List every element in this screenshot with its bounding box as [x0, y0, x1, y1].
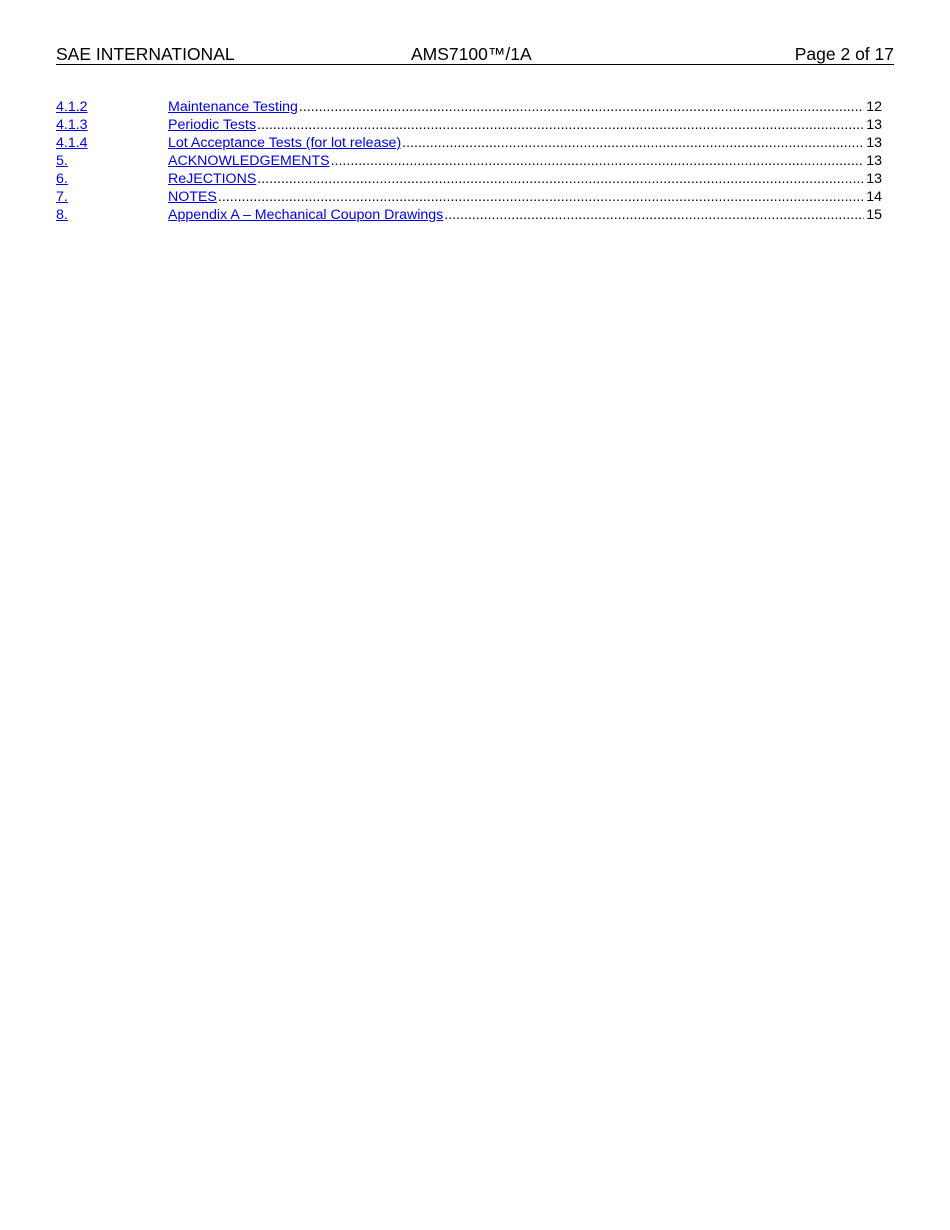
- toc-page-number: 13: [866, 153, 882, 169]
- toc-title-link[interactable]: Appendix A – Mechanical Coupon Drawings: [168, 207, 444, 223]
- toc-number-link[interactable]: 4.1.4: [56, 135, 88, 151]
- toc-number-link[interactable]: 5.: [56, 153, 68, 169]
- toc-leader-dots: [402, 134, 864, 152]
- toc-leader-dots: [218, 188, 864, 206]
- toc-entry-5: [56, 152, 882, 170]
- toc-number-link[interactable]: 8.: [56, 207, 68, 223]
- toc-number-link[interactable]: 7.: [56, 189, 68, 205]
- toc-title-link[interactable]: Lot Acceptance Tests (for lot release): [168, 135, 402, 151]
- toc-leader-dots: [444, 206, 864, 224]
- header-organization: SAE INTERNATIONAL: [56, 44, 235, 64]
- toc-entry-4-1-3: [56, 116, 882, 134]
- toc-entry-7: [56, 188, 882, 206]
- toc-page-number: 14: [866, 189, 882, 205]
- toc-entry-4-1-2: [56, 98, 882, 116]
- toc-entry-6: [56, 170, 882, 188]
- toc-page-number: 13: [866, 171, 882, 187]
- toc-title-link[interactable]: NOTES: [168, 189, 217, 205]
- toc-number-link[interactable]: 6.: [56, 171, 68, 187]
- toc-entry-8: [56, 206, 882, 224]
- toc-page-number: 13: [866, 135, 882, 151]
- toc-page-number: 13: [866, 117, 882, 133]
- toc-title-link[interactable]: Maintenance Testing: [168, 99, 298, 115]
- toc-leader-dots: [257, 170, 864, 188]
- toc-leader-dots: [257, 116, 864, 134]
- toc-entry-4-1-4: [56, 134, 882, 152]
- toc-title-link[interactable]: ACKNOWLEDGEMENTS: [168, 153, 330, 169]
- toc-page-number: 12: [866, 99, 882, 115]
- toc-number-link[interactable]: 4.1.3: [56, 117, 88, 133]
- toc-leader-dots: [331, 152, 865, 170]
- page-header: [56, 44, 894, 65]
- header-document-id: AMS7100™/1A: [411, 44, 532, 64]
- toc-title-link[interactable]: ReJECTIONS: [168, 171, 257, 187]
- toc-leader-dots: [299, 98, 864, 116]
- toc-page-number: 15: [866, 207, 882, 223]
- toc-number-link[interactable]: 4.1.2: [56, 99, 88, 115]
- table-of-contents: [56, 98, 882, 224]
- header-page-number: Page 2 of 17: [794, 44, 894, 64]
- toc-title-link[interactable]: Periodic Tests: [168, 117, 257, 133]
